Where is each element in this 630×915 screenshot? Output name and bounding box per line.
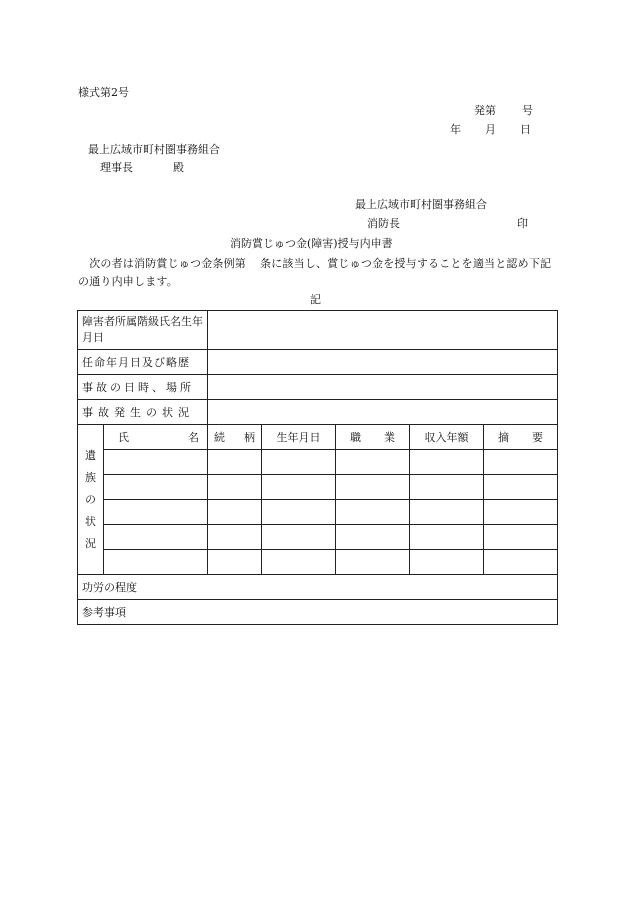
family-cell-job[interactable] <box>336 525 410 550</box>
family-cell-relation[interactable] <box>208 475 262 500</box>
form-table <box>77 310 558 625</box>
family-cell-relation[interactable] <box>208 550 262 575</box>
field-person[interactable] <box>208 311 558 350</box>
family-label-char: の <box>85 492 96 506</box>
family-cell-income[interactable] <box>410 500 484 525</box>
row-reference <box>78 600 558 625</box>
family-cell-name[interactable] <box>104 475 208 500</box>
label-merit: 功労の程度 <box>78 575 558 600</box>
row-appointment <box>78 350 558 375</box>
family-label-char: 況 <box>85 536 96 550</box>
family-cell-job[interactable] <box>336 475 410 500</box>
body-part1: 次の者は消防賞じゅつ金条例第 <box>89 257 247 270</box>
family-cell-income[interactable] <box>410 525 484 550</box>
label-appointment: 任命年月日及び略歴 <box>78 350 208 375</box>
label-accident-situation: 事故発生の状況 <box>78 400 208 425</box>
family-cell-remarks[interactable] <box>484 550 558 575</box>
date-month: 月 <box>485 123 496 136</box>
date-year: 年 <box>450 123 461 136</box>
addressee-title-text: 理事長 <box>100 161 133 174</box>
family-label-char: 族 <box>85 470 96 484</box>
sender-organization: 最上広域市町村圏事務組合 <box>355 198 487 211</box>
header-job-b: 業 <box>384 431 395 444</box>
family-cell-birth[interactable] <box>262 450 336 475</box>
header-remarks-a: 摘 <box>498 431 509 444</box>
family-row <box>78 450 558 475</box>
header-remarks <box>484 425 558 450</box>
row-person <box>78 311 558 350</box>
sender-title <box>367 217 528 230</box>
issue-suffix: 号 <box>522 104 533 117</box>
family-cell-remarks[interactable] <box>484 525 558 550</box>
header-name-a: 氏 <box>118 431 129 444</box>
family-cell-remarks[interactable] <box>484 500 558 525</box>
ki-label: 記 <box>310 293 321 306</box>
family-cell-income[interactable] <box>410 475 484 500</box>
header-remarks-b: 要 <box>532 431 544 444</box>
family-cell-relation[interactable] <box>208 500 262 525</box>
header-income: 収入年額 <box>410 425 484 450</box>
family-cell-name[interactable] <box>104 525 208 550</box>
family-side-label <box>78 425 104 575</box>
label-reference: 参考事項 <box>78 600 558 625</box>
header-job <box>336 425 410 450</box>
sender-title-text: 消防長 <box>367 217 400 230</box>
family-row <box>78 550 558 575</box>
document-title: 消防賞じゅつ金(障害)授与内申書 <box>230 237 393 250</box>
addressee-honorific: 殿 <box>173 161 184 174</box>
field-accident-time[interactable] <box>208 375 558 400</box>
addressee-title <box>100 161 184 174</box>
header-birth: 生年月日 <box>262 425 336 450</box>
family-cell-income[interactable] <box>410 450 484 475</box>
header-name <box>104 425 208 450</box>
body-part2: 条に該当し、賞じゅつ金を授与することを適当と認め下記の通り内申します。 <box>78 257 552 288</box>
header-relation <box>208 425 262 450</box>
family-cell-job[interactable] <box>336 550 410 575</box>
family-cell-birth[interactable] <box>262 475 336 500</box>
family-row <box>78 475 558 500</box>
header-relation-b: 柄 <box>244 431 255 444</box>
row-accident-time <box>78 375 558 400</box>
family-label-char: 遺 <box>85 448 96 462</box>
family-cell-job[interactable] <box>336 500 410 525</box>
row-merit <box>78 575 558 600</box>
family-cell-birth[interactable] <box>262 500 336 525</box>
family-header-row <box>78 425 558 450</box>
header-name-b: 名 <box>188 431 199 444</box>
row-accident-situation <box>78 400 558 425</box>
family-cell-relation[interactable] <box>208 525 262 550</box>
family-cell-relation[interactable] <box>208 450 262 475</box>
issue-date <box>450 123 531 136</box>
label-person: 障害者所属階級氏名生年月日 <box>78 311 208 350</box>
seal-mark: 印 <box>517 217 528 230</box>
family-cell-name[interactable] <box>104 500 208 525</box>
field-accident-situation[interactable] <box>208 400 558 425</box>
label-accident-time: 事故の日時、場所 <box>78 375 208 400</box>
family-label-char: 状 <box>85 514 96 528</box>
family-cell-birth[interactable] <box>262 550 336 575</box>
family-cell-birth[interactable] <box>262 525 336 550</box>
issue-number <box>474 104 533 117</box>
family-cell-name[interactable] <box>104 450 208 475</box>
family-row <box>78 525 558 550</box>
issue-prefix: 発第 <box>474 104 496 117</box>
family-cell-job[interactable] <box>336 450 410 475</box>
family-cell-remarks[interactable] <box>484 450 558 475</box>
header-relation-a: 続 <box>214 431 225 444</box>
header-job-a: 職 <box>350 431 361 444</box>
form-number: 様式第2号 <box>78 86 129 99</box>
date-day: 日 <box>520 123 531 136</box>
field-appointment[interactable] <box>208 350 558 375</box>
family-cell-name[interactable] <box>104 550 208 575</box>
family-row <box>78 500 558 525</box>
document-body <box>78 255 556 291</box>
addressee-organization: 最上広域市町村圏事務組合 <box>88 143 220 156</box>
family-cell-income[interactable] <box>410 550 484 575</box>
family-cell-remarks[interactable] <box>484 475 558 500</box>
